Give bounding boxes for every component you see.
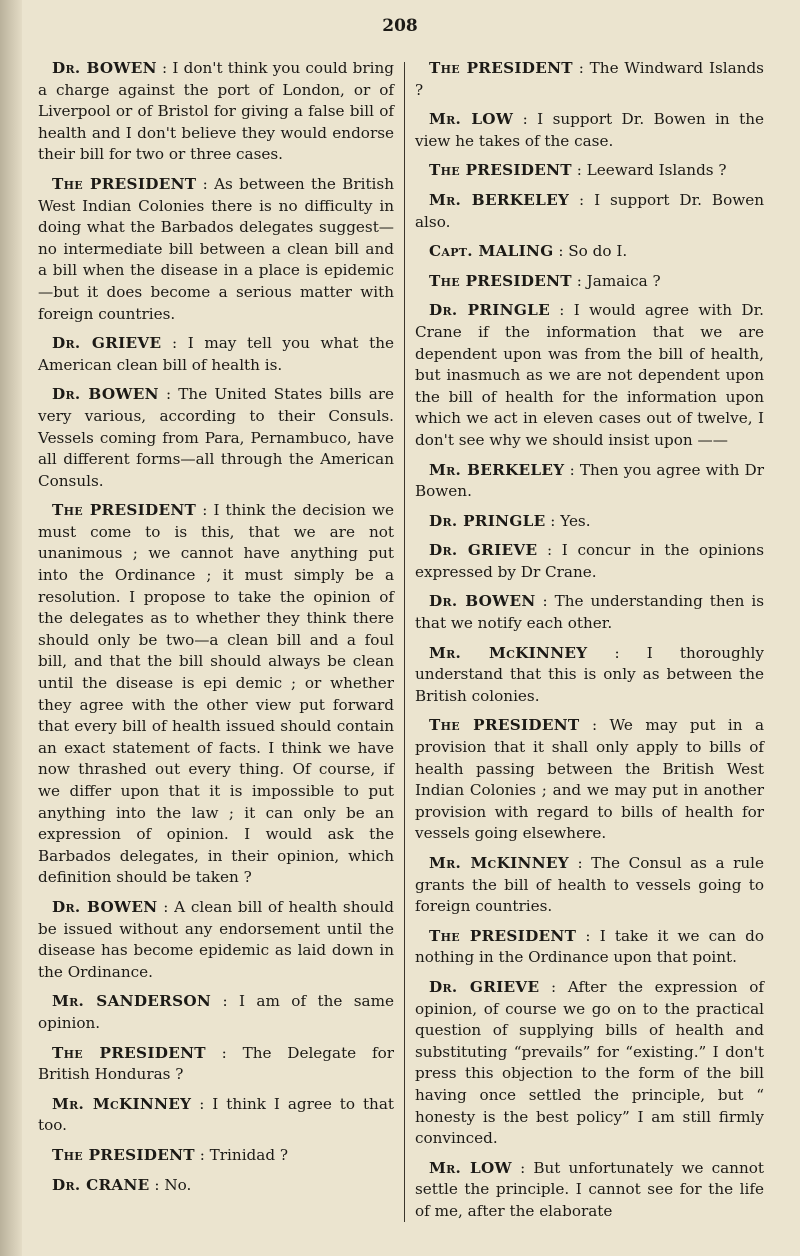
- speech-text: After the expression of opinion, of course we go on to the practical question of supplying bills of health and substituting “prevails” for “existing.” I don't press this objection to the form of the bill having once settled the principle, but “ honesty is the best policy” I am still firmly convinced.: [415, 977, 764, 1148]
- speech-text: The Delegate for British Honduras ?: [38, 1043, 394, 1084]
- speech-text: Trinidad ?: [209, 1145, 289, 1164]
- speaker-name: The PRESIDENT: [429, 926, 577, 945]
- speech-paragraph: Mr. McKINNEY : I thoroughly understand that this is only as between the British colonies.: [415, 643, 764, 705]
- speaker-name: Dr. GRIEVE: [429, 541, 538, 560]
- speaker-name: The PRESIDENT: [429, 716, 580, 735]
- speaker-name: Mr. LOW: [429, 1158, 512, 1177]
- speech-text: I take it we can do nothing in the Ordinance upon that point.: [415, 926, 764, 967]
- left-column: [38, 58, 394, 1204]
- speaker-name: Mr. SANDERSON: [52, 992, 212, 1011]
- speaker-name: Mr. LOW: [429, 110, 514, 129]
- speech-paragraph: Dr. CRANE : No.: [52, 1175, 192, 1194]
- speech-text: I concur in the opinions expressed by Dr Crane.: [415, 541, 764, 581]
- speaker-name: The PRESIDENT: [429, 271, 572, 290]
- speech-text: But unfortunately we cannot settle the principle. I cannot see for the life of me, after the elaborate: [415, 1158, 764, 1220]
- speaker-name: The PRESIDENT: [429, 59, 573, 77]
- speech-paragraph: Dr. GRIEVE : I concur in the opinions expressed by Dr Crane.: [415, 541, 764, 581]
- speech-text: A clean bill of health should be issued without any endorsement until the disease has become epidemic as laid down in the Ordinance.: [38, 897, 394, 981]
- speech-text: I may tell you what the American clean bill of health is.: [38, 334, 394, 374]
- speech-paragraph: Mr. SANDERSON : I am of the same opinion.: [38, 992, 394, 1032]
- speaker-name: Dr. BOWEN: [52, 59, 157, 77]
- speech-text: No.: [164, 1175, 192, 1194]
- speaker-name: Dr. BOWEN: [52, 385, 159, 404]
- speech-text: The United States bills are very various, according to their Consuls. Vessels coming from Para, Pernambuco, have all different forms—all through the American Consuls.: [38, 385, 394, 490]
- speech-paragraph: Mr. LOW : But unfortunately we cannot settle the principle. I cannot see for the life of me, after the elaborate: [415, 1158, 764, 1220]
- speech-text: I support Dr. Bowen also.: [415, 190, 764, 231]
- speech-text: Yes.: [560, 511, 591, 530]
- speech-paragraph: Dr. PRINGLE : Yes.: [429, 511, 591, 530]
- speech-text: So do I.: [568, 242, 628, 261]
- speech-paragraph: The PRESIDENT : I think the decision we must come to is this, that we are not unanimous ; we cannot have anything put into the Ordinance ; it must simply be a resolution. I propose to take the opinion of the delegates as to whether they think there should only be two—a clean bill and a foul bill, and that the bill should always be clean until the disease is epi demic ; or whether they agree with the other view put forward that every bill of health issued should contain an exact statement of facts. I think we have now thrashed out every thing. Of course, if we differ upon that it is impossible to put anything into the law ; it can only be an expression of opinion. I would ask the Barbados delegates, in their opinion, which definition should be taken ?: [38, 501, 395, 887]
- speaker-name: Mr. BERKELEY: [429, 190, 570, 209]
- speech-text: The Windward Islands ?: [415, 59, 764, 99]
- speech-paragraph: Dr. PRINGLE : I would agree with Dr. Crane if the information that we are dependent upon was from the bill of health, but inasmuch as we are not dependent upon the bill of health for the information upon which we act in eleven cases out of twelve, I don't see why we should insist upon ——: [415, 301, 764, 449]
- speech-text: Leeward Islands ?: [586, 161, 727, 180]
- page-number: 208: [382, 16, 418, 36]
- speech-text: I support Dr. Bowen in the view he takes of the case.: [415, 110, 765, 150]
- speaker-name: Dr. PRINGLE: [429, 511, 546, 530]
- speech-paragraph: Capt. MALING : So do I.: [429, 242, 628, 261]
- speech-text: I don't think you could bring a charge against the port of London, or of Liverpool or of Bristol for giving a false bill of health and I don't believe they would endorse their bill for two or three cases.: [38, 59, 394, 164]
- speaker-name: The PRESIDENT: [52, 174, 197, 193]
- speech-text: Jamaica ?: [586, 271, 661, 290]
- speaker-name: Dr. GRIEVE: [429, 977, 540, 996]
- speech-paragraph: The PRESIDENT : Leeward Islands ?: [429, 161, 727, 180]
- speaker-name: Dr. PRINGLE: [429, 301, 550, 320]
- speaker-name: Mr. McKINNEY: [429, 854, 569, 872]
- column-divider: [404, 62, 405, 1222]
- speech-text: We may put in a provision that it shall only apply to bills of health passing between the British West Indian Colonies ; and we may put in another provision with regard to bills of health for vessels going elsewhere.: [415, 716, 765, 843]
- speech-paragraph: The PRESIDENT : Trinidad ?: [52, 1145, 289, 1164]
- speech-paragraph: Dr. BOWEN : The understanding then is that we notify each other.: [415, 592, 764, 633]
- speech-paragraph: Dr. GRIEVE : After the expression of opinion, of course we go on to the practical question of supplying bills of health and substituting “prevails” for “existing.” I don't press this objection to the form of the bill having once settled the principle, but “ honesty is the best policy” I am still firmly convinced.: [415, 977, 764, 1148]
- speech-paragraph: Mr. BERKELEY : Then you agree with Dr Bowen.: [415, 460, 764, 501]
- page-edge-shadow: [0, 0, 22, 1256]
- speech-paragraph: Dr. GRIEVE : I may tell you what the American clean bill of health is.: [38, 334, 394, 374]
- speech-paragraph: The PRESIDENT : As between the British West Indian Colonies there is no difficulty in doing what the Barbados delegates suggest—no intermediate bill between a clean bill and a bill when the disease in a place is epidemic—but it does become a serious matter with foreign countries.: [38, 174, 394, 323]
- speech-paragraph: Mr. McKINNEY : The Consul as a rule grants the bill of health to vessels going to foreign countries.: [415, 854, 764, 916]
- speaker-name: The PRESIDENT: [52, 501, 197, 520]
- speech-paragraph: Dr. BOWEN : A clean bill of health should be issued without any endorsement until the disease has become epidemic as laid down in the Ordinance.: [38, 897, 394, 981]
- speech-text: I am of the same opinion.: [38, 992, 394, 1032]
- speech-text: The understanding then is that we notify each other.: [415, 592, 764, 633]
- speech-text: I think the decision we must come to is this, that we are not unanimous ; we cannot have anything put into the Ordinance ; it must simply be a resolution. I propose to take the opinion of the delegates as to whether they think there should only be two—a clean bill and a foul bill, and that the bill should always be clean until the disease is epi demic ; or whether they agree with the other view put forward that every bill of health issued should contain an exact statement of facts. I think we have now thrashed out every thing. Of course, if we differ upon that it is impossible to put anything into the law ; it can only be an expression of opinion. I would ask the Barbados delegates, in their opinion, which definition should be taken ?: [38, 501, 395, 887]
- speech-paragraph: Mr. BERKELEY : I support Dr. Bowen also.: [415, 190, 764, 231]
- speech-paragraph: The PRESIDENT : I take it we can do nothing in the Ordinance upon that point.: [415, 926, 764, 967]
- speech-paragraph: Mr. LOW : I support Dr. Bowen in the view he takes of the case.: [415, 110, 765, 150]
- speaker-name: Mr. BERKELEY: [429, 460, 565, 479]
- speaker-name: Dr. CRANE: [52, 1175, 150, 1194]
- speaker-name: Mr. McKINNEY: [429, 643, 588, 662]
- speech-text: I thoroughly understand that this is only as between the British colonies.: [415, 643, 764, 705]
- speaker-name: Dr. BOWEN: [429, 592, 536, 611]
- speech-paragraph: Dr. BOWEN : The United States bills are very various, according to their Consuls. Vessels coming from Para, Pernambuco, have all different forms—all through the American Consuls.: [38, 385, 394, 490]
- speech-paragraph: The PRESIDENT : The Delegate for British Honduras ?: [38, 1043, 394, 1084]
- speaker-name: Dr. BOWEN: [52, 897, 158, 916]
- speech-text: I would agree with Dr. Crane if the information that we are dependent upon was from the bill of health, but inasmuch as we are not dependent upon the bill of health for the information upon which we act in eleven cases out of twelve, I don't see why we should insist upon ——: [415, 301, 764, 449]
- speech-paragraph: Mr. McKINNEY : I think I agree to that too.: [38, 1094, 394, 1135]
- speech-text: The Consul as a rule grants the bill of health to vessels going to foreign countries.: [415, 854, 764, 916]
- speaker-name: The PRESIDENT: [52, 1043, 206, 1062]
- speech-text: I think I agree to that too.: [38, 1094, 394, 1135]
- speech-paragraph: The PRESIDENT : Jamaica ?: [429, 271, 661, 290]
- speaker-name: Capt. MALING: [429, 242, 554, 261]
- speech-paragraph: Dr. BOWEN : I don't think you could bring a charge against the port of London, or of Liverpool or of Bristol for giving a false bill of health and I don't believe they would endorse their bill for two or three cases.: [38, 59, 394, 164]
- speech-text: As between the British West Indian Colonies there is no difficulty in doing what the Barbados delegates suggest—no intermediate bill between a clean bill and a bill when the disease in a place is epidemic—but it does become a serious matter with foreign countries.: [38, 174, 394, 323]
- right-column: [415, 58, 764, 1231]
- speaker-name: The PRESIDENT: [52, 1145, 195, 1164]
- speech-paragraph: The PRESIDENT : We may put in a provision that it shall only apply to bills of health passing between the British West Indian Colonies ; and we may put in another provision with regard to bills of health for vessels going elsewhere.: [415, 716, 765, 843]
- speech-paragraph: The PRESIDENT : The Windward Islands ?: [415, 59, 764, 99]
- speaker-name: The PRESIDENT: [429, 161, 572, 180]
- speech-text: Then you agree with Dr Bowen.: [415, 460, 764, 501]
- speaker-name: Mr. McKINNEY: [52, 1094, 192, 1113]
- speaker-name: Dr. GRIEVE: [52, 334, 162, 353]
